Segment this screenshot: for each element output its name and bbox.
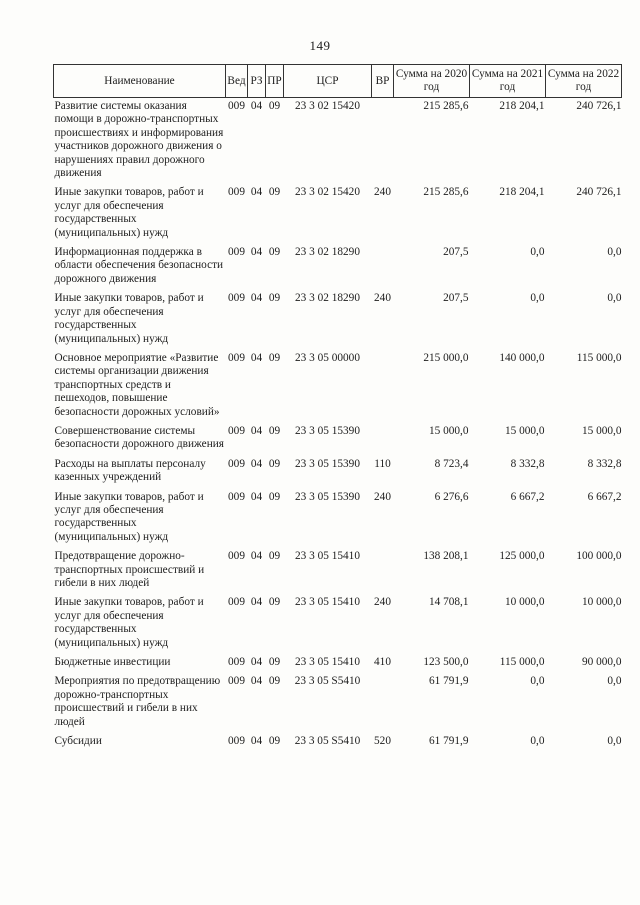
row-sum-2020: 215 285,6: [423, 100, 469, 112]
row-sum-2020: 138 208,1: [423, 550, 469, 563]
row-ved: 009: [228, 656, 245, 669]
row-ved: 009: [228, 246, 245, 259]
row-vr: [372, 352, 394, 425]
row-sum-2022: 10 000,0: [581, 596, 622, 609]
header-name: Наименование: [54, 65, 226, 98]
row-vr: 110: [374, 457, 391, 470]
row-ved: 009: [228, 735, 245, 748]
row-sum-2021: 8 332,8: [510, 457, 545, 470]
row-csr: 23 3 02 18290: [295, 246, 360, 259]
row-name: Совершенствование системы безопасности дорожного движения: [54, 424, 224, 451]
row-ved: 009: [228, 490, 245, 503]
header-sum-2021: Сумма на 2021 год: [470, 65, 546, 98]
row-csr: 23 3 05 15390: [295, 490, 360, 503]
table-row: [54, 458, 622, 491]
row-csr: 23 3 05 15410: [295, 596, 360, 609]
table-row: [54, 246, 622, 292]
row-ved: 009: [228, 675, 245, 688]
row-pr: 09: [268, 457, 281, 470]
table-row: [54, 675, 622, 735]
row-ved: 009: [228, 292, 245, 305]
row-csr: 23 3 02 15420: [295, 100, 360, 112]
row-pr: 09: [268, 490, 281, 503]
row-name: Развитие системы оказания помощи в дорожно-транспортных происшествиях и информирования участников дорожного движения о нарушениях правил дорожного движения: [54, 100, 224, 180]
row-ved: 009: [228, 550, 245, 563]
header-ved: Вед: [226, 65, 248, 98]
row-rz: 04: [250, 735, 263, 748]
row-pr: 09: [268, 351, 281, 364]
row-sum-2020: 6 276,6: [434, 490, 469, 503]
row-sum-2022: 90 000,0: [581, 656, 622, 669]
row-name: Мероприятия по предотвращению дорожно-транспортных происшествий и гибели в них людей: [54, 675, 221, 728]
header-rz: РЗ: [248, 65, 266, 98]
row-vr: [372, 98, 394, 187]
row-csr: 23 3 05 00000: [295, 351, 360, 364]
row-sum-2022: 240 726,1: [576, 100, 622, 112]
row-pr: 09: [268, 186, 281, 199]
row-vr: 410: [374, 656, 391, 669]
row-sum-2020: 61 791,9: [428, 675, 469, 688]
table-row: [54, 550, 622, 596]
row-csr: 23 3 05 15390: [295, 457, 360, 470]
row-sum-2022: 8 332,8: [587, 457, 622, 470]
row-sum-2021: 115 000,0: [499, 656, 545, 669]
row-sum-2021: 15 000,0: [504, 424, 545, 437]
row-vr: [372, 675, 394, 735]
table-header: [54, 65, 622, 98]
row-sum-2022: 240 726,1: [576, 186, 622, 199]
header-csr: ЦСР: [284, 65, 372, 98]
row-vr: [372, 550, 394, 596]
row-csr: 23 3 05 S5410: [294, 735, 361, 748]
row-sum-2020: 207,5: [443, 292, 469, 305]
row-rz: 04: [250, 351, 263, 364]
table-row: [54, 596, 622, 656]
row-name: Бюджетные инвестиции: [54, 656, 171, 669]
row-rz: 04: [250, 424, 263, 437]
row-ved: 009: [228, 596, 245, 609]
row-sum-2022: 100 000,0: [576, 550, 622, 563]
row-sum-2020: 61 791,9: [428, 735, 469, 748]
table-row: [54, 352, 622, 425]
row-pr: 09: [268, 550, 281, 563]
row-ved: 009: [228, 351, 245, 364]
row-pr: 09: [268, 100, 281, 112]
row-csr: 23 3 05 15410: [295, 550, 360, 563]
row-vr: 240: [374, 596, 391, 609]
row-sum-2022: 0,0: [607, 246, 622, 259]
row-ved: 009: [228, 424, 245, 437]
table-row: [54, 735, 622, 754]
row-sum-2021: 125 000,0: [499, 550, 545, 563]
row-rz: 04: [250, 490, 263, 503]
row-vr: 240: [374, 490, 391, 503]
row-name: Иные закупки товаров, работ и услуг для обеспечения государственных (муниципальных) нужд: [54, 186, 204, 239]
row-sum-2022: 6 667,2: [587, 490, 622, 503]
row-rz: 04: [250, 292, 263, 305]
row-rz: 04: [250, 550, 263, 563]
table-row: [54, 491, 622, 551]
row-vr: [372, 246, 394, 292]
row-sum-2021: 140 000,0: [499, 351, 545, 364]
row-sum-2021: 218 204,1: [499, 186, 545, 199]
row-csr: 23 3 05 S5410: [294, 675, 361, 688]
table-row: [54, 292, 622, 352]
row-csr: 23 3 02 15420: [295, 186, 360, 199]
row-sum-2022: 0,0: [607, 735, 622, 748]
row-rz: 04: [250, 457, 263, 470]
row-sum-2020: 123 500,0: [423, 656, 469, 669]
row-sum-2020: 215 000,0: [423, 351, 469, 364]
row-sum-2020: 14 708,1: [428, 596, 469, 609]
page-number: 149: [309, 38, 331, 53]
row-name: Информационная поддержка в области обеспечения безопасности дорожного движения: [54, 246, 224, 285]
row-sum-2021: 6 667,2: [510, 490, 545, 503]
row-vr: 240: [374, 292, 391, 305]
row-pr: 09: [268, 735, 281, 748]
row-name: Иные закупки товаров, работ и услуг для обеспечения государственных (муниципальных) нужд: [54, 596, 204, 649]
row-rz: 04: [250, 596, 263, 609]
row-name: Основное мероприятие «Развитие системы организации движения транспортных средств и пешеходов, повышение безопасности дорожных условий»: [54, 351, 220, 418]
row-csr: 23 3 05 15410: [295, 656, 360, 669]
row-ved: 009: [228, 186, 245, 199]
row-pr: 09: [268, 424, 281, 437]
row-rz: 04: [250, 246, 263, 259]
row-sum-2021: 218 204,1: [499, 100, 545, 112]
header-sum-2022: Сумма на 2022 год: [546, 65, 622, 98]
budget-table: [53, 64, 622, 754]
row-pr: 09: [268, 656, 281, 669]
row-name: Иные закупки товаров, работ и услуг для обеспечения государственных (муниципальных) нужд: [54, 292, 204, 345]
row-sum-2021: 10 000,0: [504, 596, 545, 609]
row-name: Предотвращение дорожно-транспортных происшествий и гибели в них людей: [54, 550, 205, 589]
row-sum-2020: 8 723,4: [434, 457, 469, 470]
table-body: [54, 98, 622, 755]
row-sum-2021: 0,0: [530, 292, 545, 305]
row-vr: 240: [374, 186, 391, 199]
row-sum-2022: 15 000,0: [581, 424, 622, 437]
row-csr: 23 3 05 15390: [295, 424, 360, 437]
row-ved: 009: [228, 100, 245, 112]
row-sum-2022: 0,0: [607, 675, 622, 688]
header-pr: ПР: [266, 65, 284, 98]
row-sum-2022: 115 000,0: [576, 351, 622, 364]
row-sum-2020: 15 000,0: [428, 424, 469, 437]
table-row: [54, 186, 622, 246]
row-rz: 04: [250, 675, 263, 688]
row-sum-2021: 0,0: [530, 675, 545, 688]
row-sum-2022: 0,0: [607, 292, 622, 305]
row-sum-2020: 207,5: [443, 246, 469, 259]
row-name: Расходы на выплаты персоналу казенных учреждений: [54, 457, 206, 484]
header-sum-2020: Сумма на 2020 год: [394, 65, 470, 98]
row-sum-2020: 215 285,6: [423, 186, 469, 199]
row-rz: 04: [250, 100, 263, 112]
row-pr: 09: [268, 675, 281, 688]
table-row: [54, 98, 622, 187]
row-sum-2021: 0,0: [530, 735, 545, 748]
row-vr: [372, 425, 394, 458]
row-vr: 520: [374, 735, 391, 748]
table-row: [54, 656, 622, 675]
row-csr: 23 3 02 18290: [295, 292, 360, 305]
table-row: [54, 425, 622, 458]
row-pr: 09: [268, 292, 281, 305]
row-pr: 09: [268, 596, 281, 609]
row-name: Субсидии: [54, 735, 102, 748]
row-sum-2021: 0,0: [530, 246, 545, 259]
row-rz: 04: [250, 656, 263, 669]
header-vr: ВР: [372, 65, 394, 98]
row-ved: 009: [228, 457, 245, 470]
row-name: Иные закупки товаров, работ и услуг для обеспечения государственных (муниципальных) нужд: [54, 490, 204, 543]
row-pr: 09: [268, 246, 281, 259]
row-rz: 04: [250, 186, 263, 199]
